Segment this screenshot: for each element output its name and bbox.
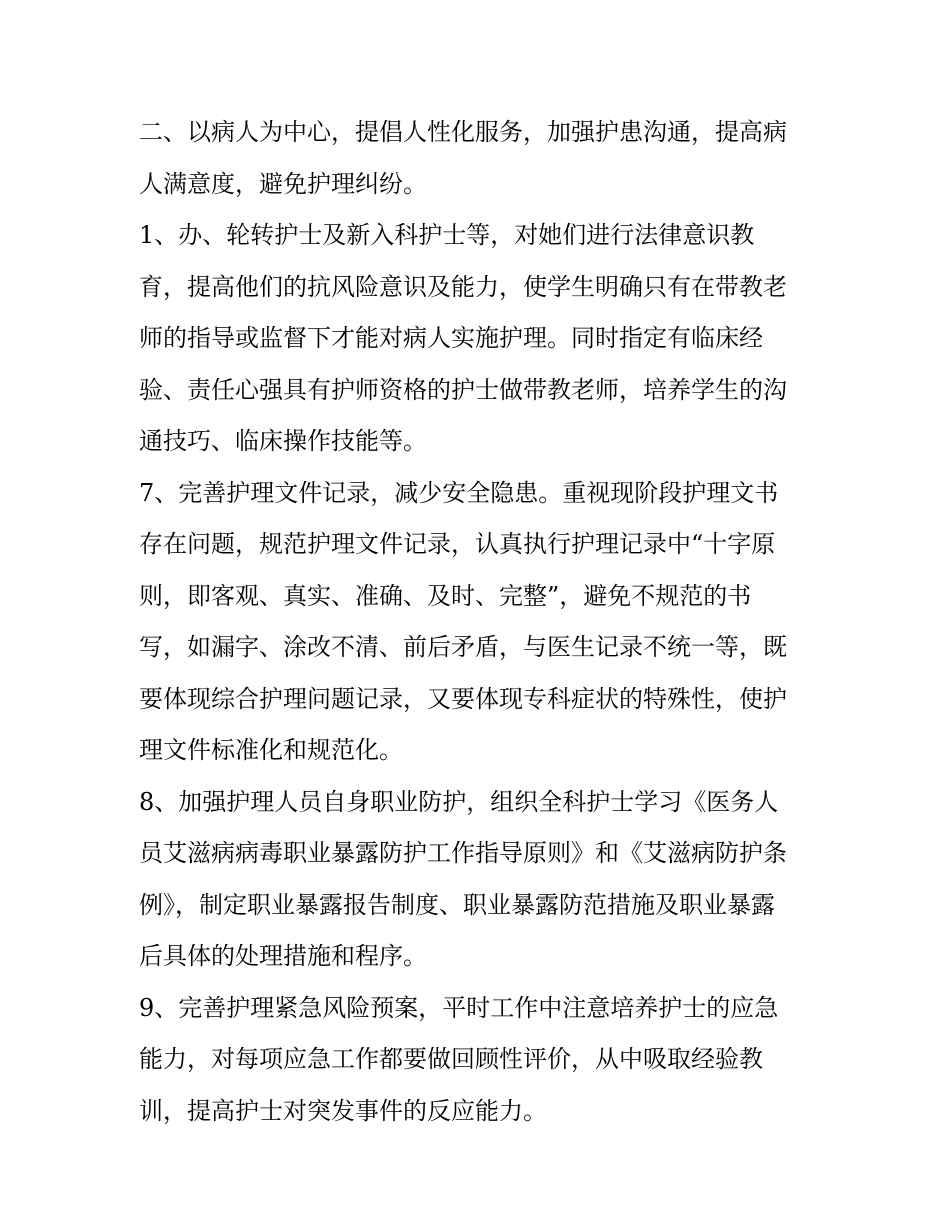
text-line: 能力，对每项应急工作都要做回顾性评价，从中吸取经验教 bbox=[139, 1045, 763, 1073]
paragraph-item-7 bbox=[139, 468, 819, 777]
text-line: 理文件标准化和规范化。 bbox=[139, 736, 403, 764]
text-line: 则，即客观、真实、准确、及时、完整”，避免不规范的书 bbox=[139, 581, 752, 610]
text-line: 存在问题，规范护理文件记录，认真执行护理记录中“十字原 bbox=[139, 530, 776, 558]
text-line: 二、以病人为中心，提倡人性化服务，加强护患沟通，提高病 bbox=[139, 118, 787, 146]
text-line: 后具体的处理措施和程序。 bbox=[139, 942, 427, 970]
paragraph-patient-centered bbox=[139, 107, 819, 210]
text-line: 要体现综合护理问题记录，又要体现专科症状的特殊性，使护 bbox=[139, 684, 787, 713]
document-body bbox=[139, 107, 819, 1137]
text-line: 8、加强护理人员自身职业防护，组织全科护士学习《医务人 bbox=[139, 787, 779, 816]
text-line: 通技巧、临床操作技能等。 bbox=[139, 427, 427, 455]
text-line: 员艾滋病病毒职业暴露防护工作指导原则》和《艾滋病防护条 bbox=[139, 839, 787, 867]
text-line: 写，如漏字、涂改不清、前后矛盾，与医生记录不统一等，既 bbox=[139, 633, 787, 661]
text-line: 人满意度，避免护理纠纷。 bbox=[139, 169, 427, 198]
text-line: 育，提高他们的抗风险意识及能力，使学生明确只有在带教老 bbox=[139, 272, 787, 301]
text-line: 7、完善护理文件记录，减少安全隐患。重视现阶段护理文书 bbox=[139, 478, 779, 507]
paragraph-item-1 bbox=[139, 210, 819, 468]
paragraph-item-8 bbox=[139, 777, 819, 983]
text-line: 9、完善护理紧急风险预案，平时工作中注意培养护士的应急 bbox=[139, 993, 779, 1022]
text-line: 训，提高护士对突发事件的反应能力。 bbox=[139, 1096, 547, 1125]
text-line: 师的指导或监督下才能对病人实施护理。同时指定有临床经 bbox=[139, 324, 763, 352]
text-line: 验、责任心强具有护师资格的护士做带教老师，培养学生的沟 bbox=[139, 375, 787, 404]
text-line: 1、办、轮转护士及新入科护士等，对她们进行法律意识教 bbox=[139, 221, 755, 249]
text-line: 例》，制定职业暴露报告制度、职业暴露防范措施及职业暴露 bbox=[139, 890, 775, 919]
paragraph-item-9 bbox=[139, 983, 819, 1138]
